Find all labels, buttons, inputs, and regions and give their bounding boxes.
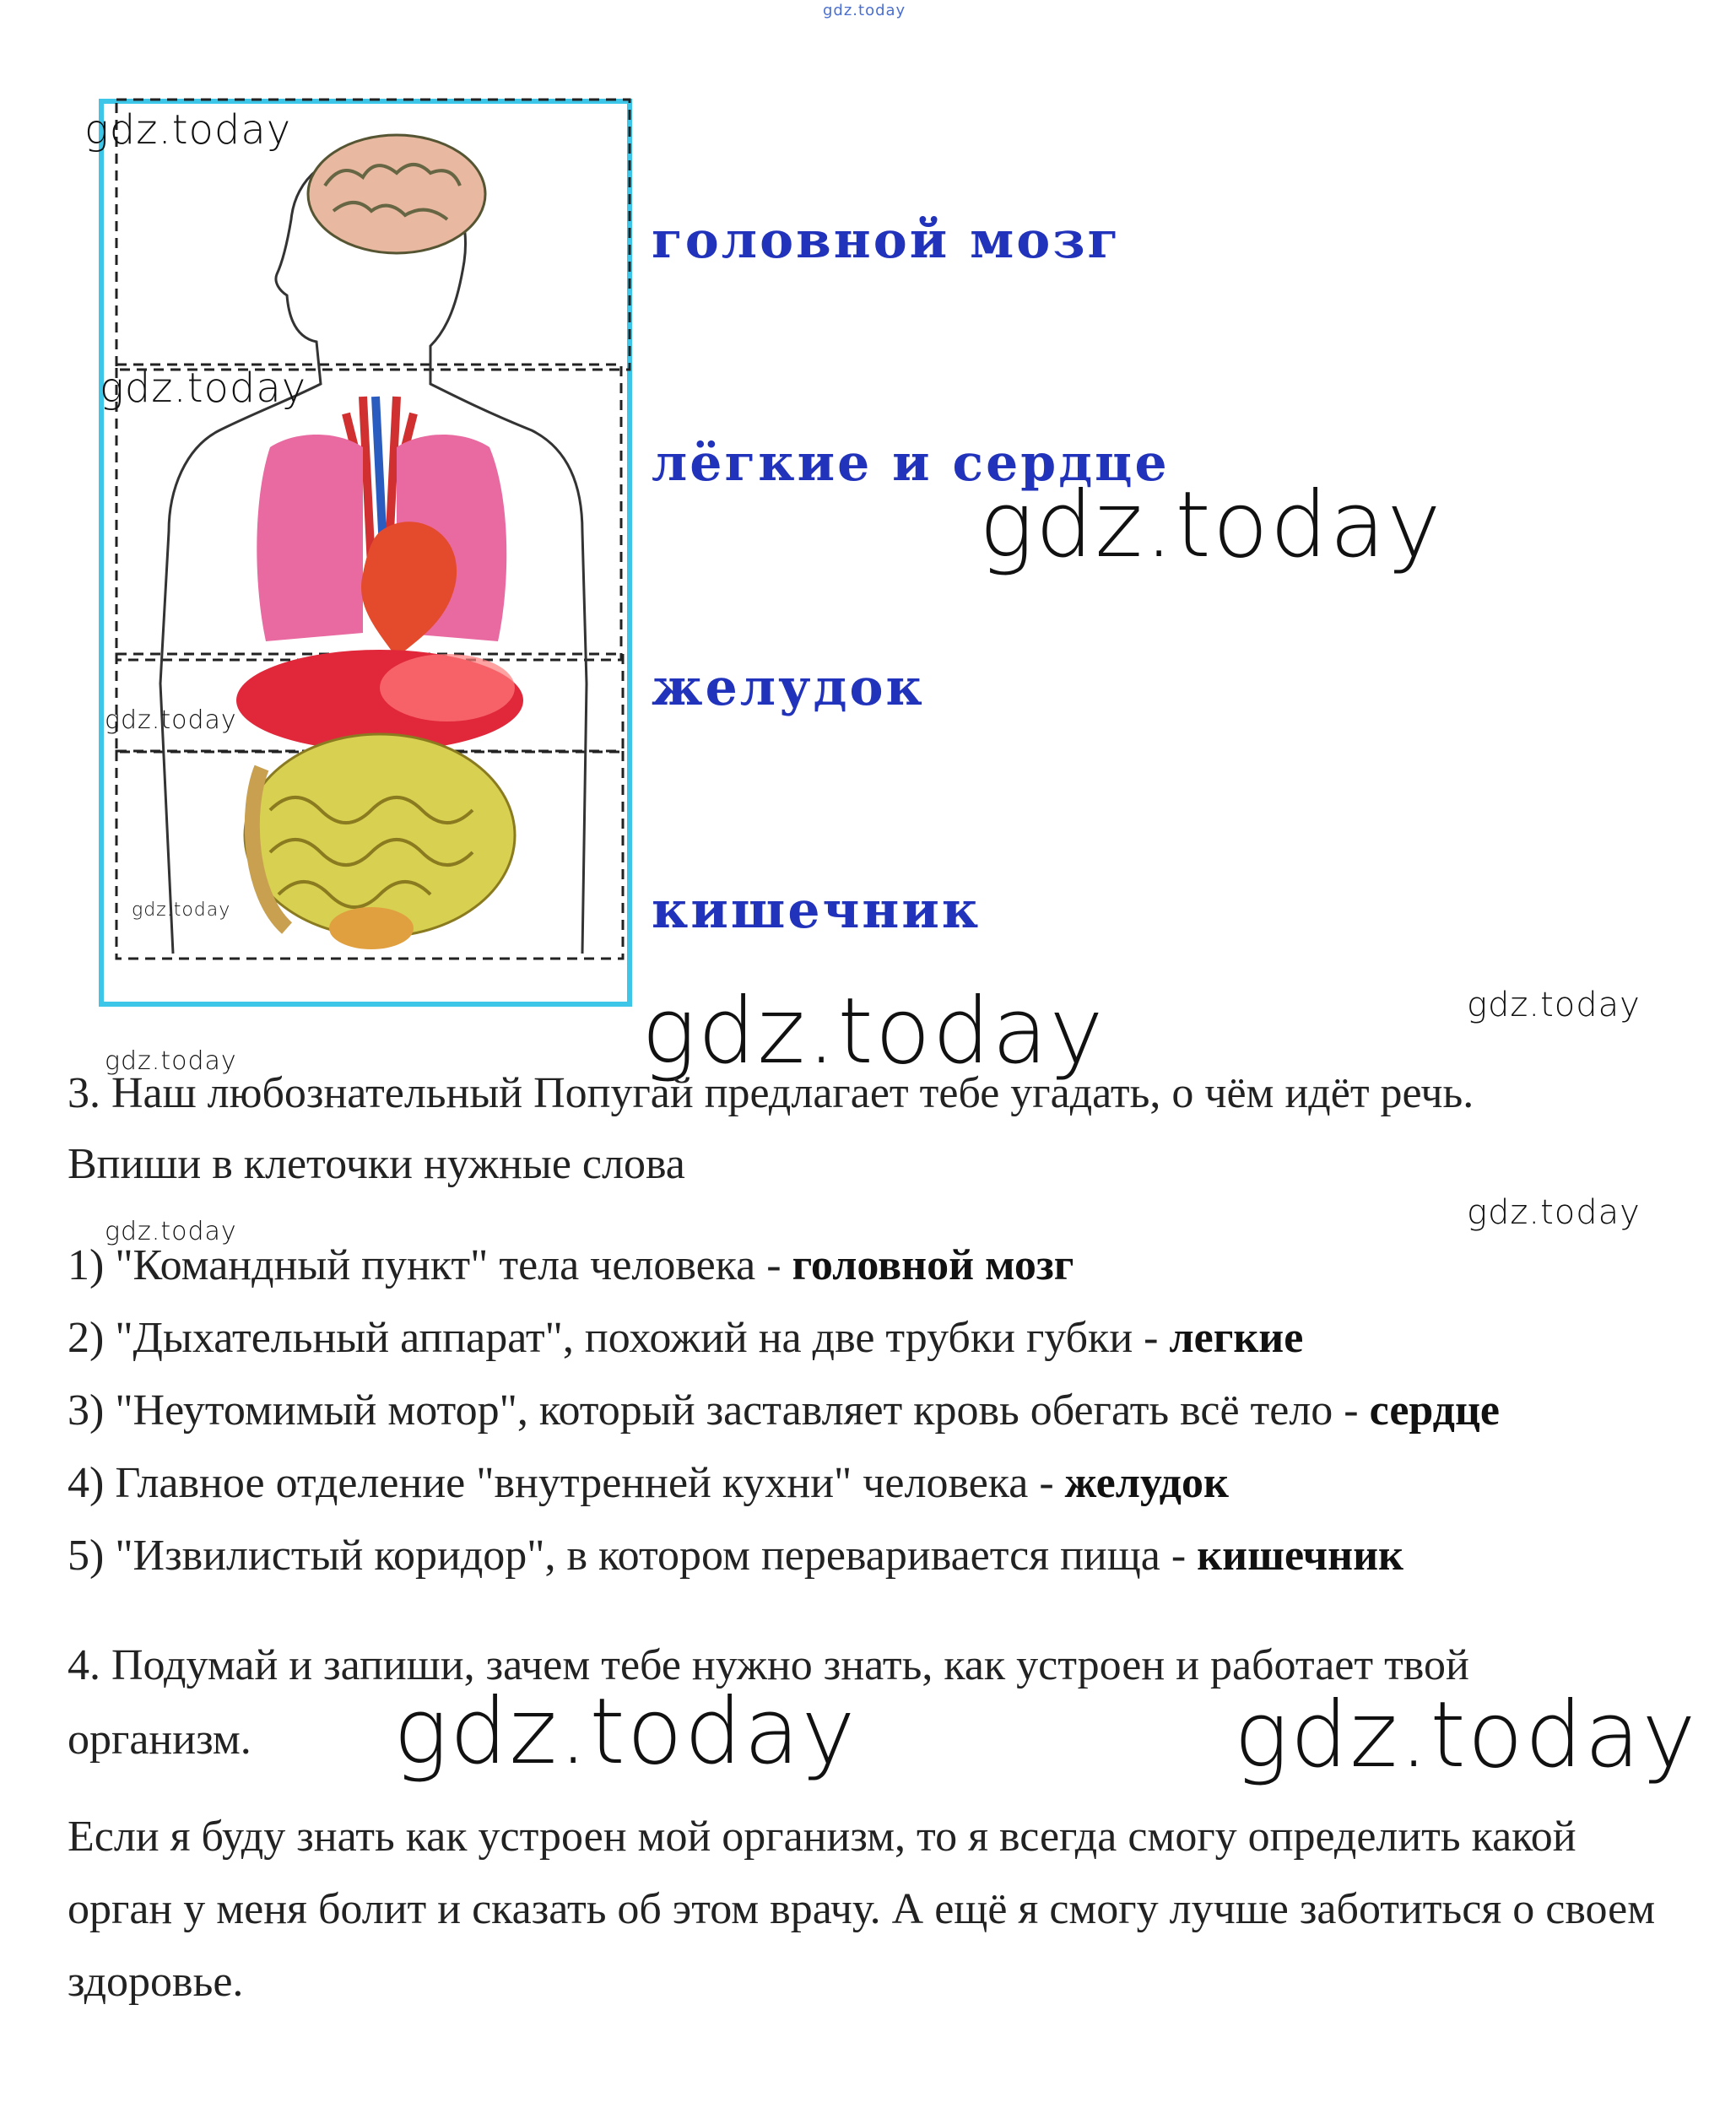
answer-text: сердце bbox=[1369, 1386, 1500, 1435]
watermark: gdz.today bbox=[393, 1679, 857, 1785]
label-stomach: желудок bbox=[652, 658, 925, 717]
question-text: 3) "Неутомимый мотор", который заставляет кровь обегать всё тело - bbox=[68, 1386, 1370, 1435]
label-intestine: кишечник bbox=[652, 881, 982, 940]
question-text: 4) Главное отделение "внутренней кухни" человека - bbox=[68, 1459, 1065, 1507]
question-text: 5) "Извилистый коридор", в котором переваривается пища - bbox=[68, 1532, 1198, 1580]
label-lungs-heart: лёгкие и сердце bbox=[652, 434, 1170, 493]
watermark: gdz.today bbox=[1234, 1683, 1698, 1788]
watermark: gdz.today bbox=[1467, 1193, 1641, 1232]
task4-title-line2: организм. bbox=[68, 1716, 251, 1764]
question-text: 1) "Командный пункт" тела человека - bbox=[68, 1241, 792, 1289]
watermark: gdz.today bbox=[1467, 986, 1641, 1024]
watermark: gdz.today bbox=[105, 1046, 237, 1076]
watermark: gdz.today bbox=[132, 900, 231, 921]
answer-text: кишечник bbox=[1197, 1532, 1404, 1580]
anatomy-figure bbox=[93, 93, 641, 1013]
watermark: gdz.today bbox=[100, 365, 307, 412]
watermark: gdz.today bbox=[105, 1217, 237, 1246]
watermark: gdz.today bbox=[979, 473, 1443, 578]
task3-item bbox=[68, 1316, 1303, 1360]
watermark: gdz.today bbox=[823, 2, 906, 19]
task3-item bbox=[68, 1386, 1500, 1435]
task3-item bbox=[68, 1534, 1403, 1578]
label-brain: головной мозг bbox=[652, 211, 1122, 270]
watermark: gdz.today bbox=[84, 106, 292, 154]
answer-text: желудок bbox=[1064, 1459, 1229, 1507]
task3-item bbox=[68, 1241, 1074, 1289]
answer-text: головной мозг bbox=[792, 1241, 1074, 1289]
task4-answer: Если я буду знать как устроен мой организм, то я всегда смогу определить какой орган у меня болит и сказать об этом врачу. А ещё я смогу лучше заботиться о своем здоровье. bbox=[68, 1813, 1656, 2006]
body-organs-illustration bbox=[93, 93, 641, 1013]
task3-item bbox=[68, 1459, 1229, 1507]
task3-title-line1: 3. Наш любознательный Попугай предлагает тебе угадать, о чём идёт речь. bbox=[68, 1069, 1474, 1117]
task4-title-line1: 4. Подумай и запиши, зачем тебе нужно знать, как устроен и работает твой bbox=[68, 1641, 1469, 1689]
question-text: 2) "Дыхательный аппарат", похожий на две трубки губки - bbox=[68, 1314, 1170, 1362]
watermark: gdz.today bbox=[105, 705, 237, 735]
watermark: gdz.today bbox=[641, 979, 1106, 1084]
task3-title-line2: Впиши в клеточки нужные слова bbox=[68, 1140, 685, 1188]
answer-text: легкие bbox=[1169, 1314, 1304, 1362]
